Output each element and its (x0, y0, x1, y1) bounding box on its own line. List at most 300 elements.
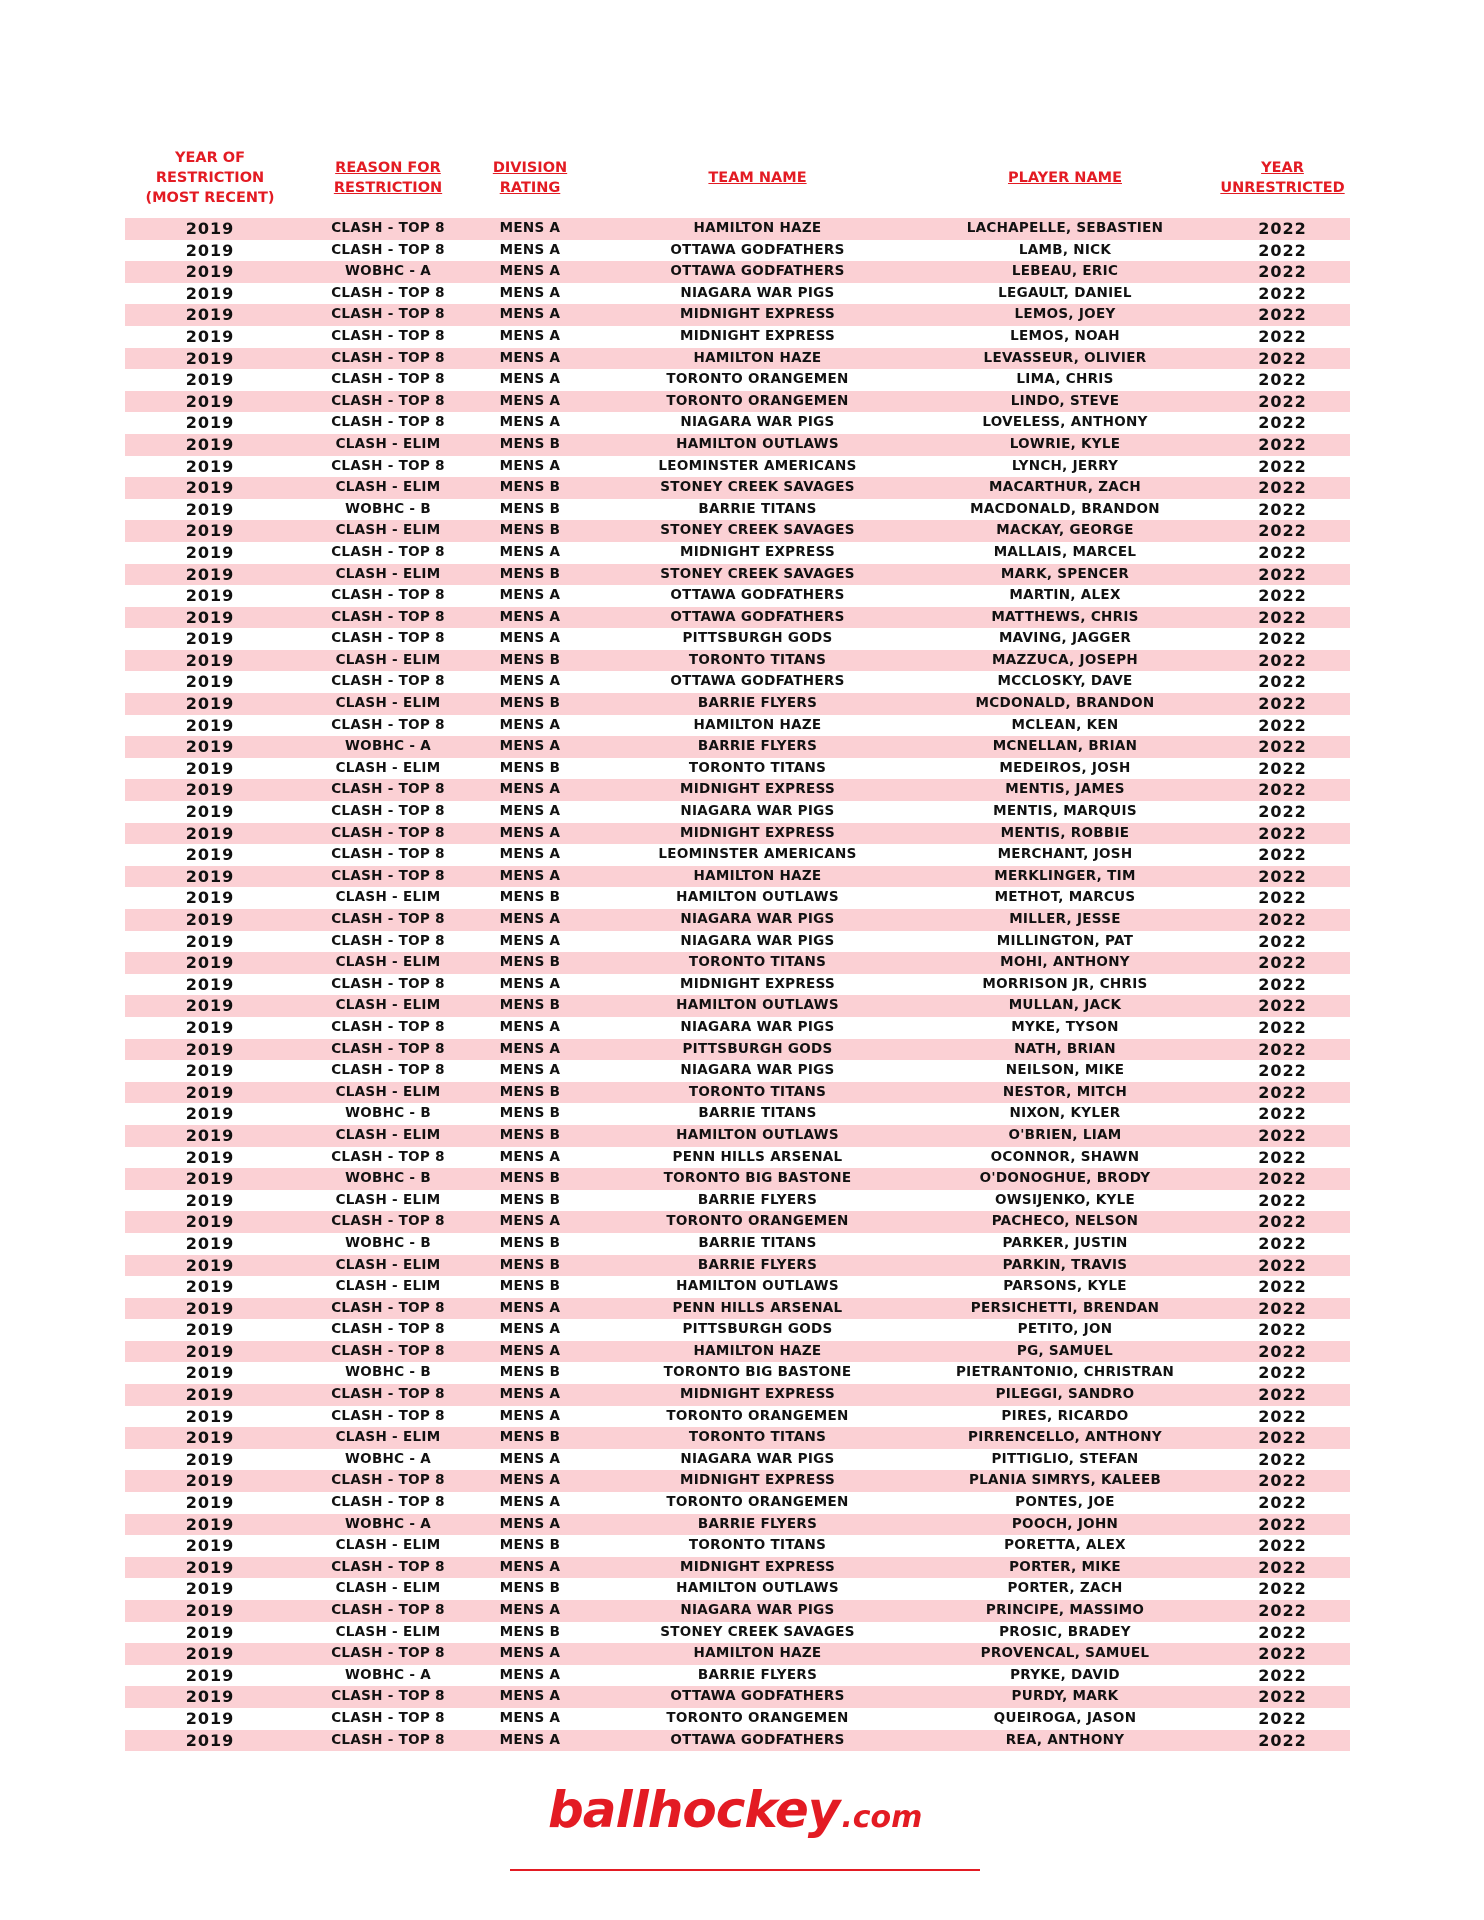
table-row (125, 736, 1350, 758)
cell-division: MENS A (499, 803, 561, 820)
cell-year-unrestricted: 2022 (1258, 1708, 1307, 1728)
table-row (125, 1362, 1350, 1384)
table-row (125, 909, 1350, 931)
cell-player-name: MAVING, JAGGER (998, 630, 1132, 647)
cell-team-name: MIDNIGHT EXPRESS (679, 543, 836, 560)
cell-division: MENS A (499, 867, 561, 884)
table-row (125, 1190, 1350, 1212)
cell-year-unrestricted: 2022 (1258, 1233, 1307, 1253)
header-reason-for-restriction (303, 146, 473, 210)
cell-reason: CLASH - TOP 8 (331, 1558, 445, 1575)
cell-year-unrestricted: 2022 (1258, 1601, 1307, 1620)
cell-team-name: OTTAWA GODFATHERS (670, 263, 845, 280)
cell-year-unrestricted: 2022 (1258, 1320, 1307, 1340)
cell-player-name: NESTOR, MITCH (1002, 1083, 1128, 1100)
cell-division: MENS A (499, 1213, 561, 1230)
cell-year-restricted: 2019 (185, 1557, 235, 1577)
cell-year-unrestricted: 2022 (1258, 1622, 1307, 1642)
cell-team-name: OTTAWA GODFATHERS (670, 1731, 845, 1748)
header-year-unrestricted (1215, 146, 1350, 210)
cell-year-unrestricted: 2022 (1258, 866, 1307, 886)
table-row (125, 1341, 1350, 1363)
cell-year-unrestricted: 2022 (1258, 1536, 1307, 1556)
cell-player-name: NEILSON, MIKE (1005, 1062, 1125, 1079)
cell-division: MENS B (499, 651, 561, 668)
cell-player-name: POOCH, JOHN (1011, 1515, 1119, 1532)
table-row (125, 779, 1350, 801)
table-row (125, 607, 1350, 629)
cell-division: MENS B (499, 522, 561, 539)
cell-year-restricted: 2019 (185, 1406, 235, 1426)
cell-team-name: PENN HILLS ARSENAL (672, 1299, 843, 1316)
cell-division: MENS B (499, 997, 561, 1014)
cell-team-name: TORONTO BIG BASTONE (663, 1170, 852, 1187)
cell-team-name: HAMILTON OUTLAWS (676, 997, 839, 1014)
cell-reason: CLASH - ELIM (335, 1429, 441, 1446)
cell-team-name: MIDNIGHT EXPRESS (679, 824, 836, 841)
cell-team-name: HAMILTON HAZE (693, 1342, 822, 1359)
cell-year-restricted: 2019 (185, 370, 235, 390)
cell-player-name: LEGAULT, DANIEL (998, 284, 1132, 301)
table-header (125, 146, 1350, 210)
table-row (125, 1708, 1350, 1730)
header-line: PLAYER NAME (1007, 170, 1122, 186)
cell-division: MENS B (499, 1623, 561, 1640)
table-row (125, 1730, 1350, 1752)
cell-year-unrestricted: 2022 (1258, 931, 1307, 951)
cell-reason: CLASH - TOP 8 (331, 1407, 445, 1424)
cell-division: MENS B (499, 1083, 561, 1100)
cell-team-name: OTTAWA GODFATHERS (670, 608, 845, 625)
cell-reason: CLASH - ELIM (335, 651, 441, 668)
cell-year-unrestricted: 2022 (1258, 1406, 1307, 1426)
table-row (125, 758, 1350, 780)
cell-year-restricted: 2019 (185, 866, 235, 886)
table-row (125, 564, 1350, 586)
cell-player-name: MALLAIS, MARCEL (993, 543, 1137, 560)
table-row (125, 650, 1350, 672)
cell-reason: CLASH - TOP 8 (331, 716, 445, 733)
cell-reason: CLASH - TOP 8 (331, 284, 445, 301)
cell-reason: CLASH - TOP 8 (331, 392, 445, 409)
cell-year-unrestricted: 2022 (1258, 1385, 1307, 1405)
table-row (125, 866, 1350, 888)
cell-team-name: TORONTO ORANGEMEN (666, 1494, 849, 1511)
cell-year-restricted: 2019 (185, 305, 235, 325)
cell-team-name: TORONTO TITANS (688, 1537, 827, 1554)
table-row (125, 1535, 1350, 1557)
cell-year-unrestricted: 2022 (1258, 240, 1307, 260)
cell-year-restricted: 2019 (185, 1493, 235, 1513)
cell-division: MENS A (499, 1299, 561, 1316)
cell-reason: CLASH - ELIM (335, 1083, 441, 1100)
cell-year-restricted: 2019 (185, 1017, 235, 1037)
cell-division: MENS A (499, 738, 561, 755)
cell-division: MENS B (499, 695, 561, 712)
cell-division: MENS A (499, 284, 561, 301)
cell-division: MENS A (499, 457, 561, 474)
table-row (125, 952, 1350, 974)
cell-division: MENS A (499, 781, 561, 798)
cell-player-name: PILEGGI, SANDRO (995, 1386, 1135, 1403)
cell-year-restricted: 2019 (185, 1104, 235, 1124)
cell-division: MENS A (499, 932, 561, 949)
footer (0, 1778, 1484, 1888)
cell-division: MENS A (499, 327, 561, 344)
cell-year-restricted: 2019 (185, 478, 235, 498)
cell-team-name: TORONTO ORANGEMEN (666, 1213, 849, 1230)
cell-year-restricted: 2019 (185, 607, 235, 627)
cell-reason: CLASH - ELIM (335, 1623, 441, 1640)
cell-team-name: MIDNIGHT EXPRESS (679, 1472, 836, 1489)
table-row (125, 1276, 1350, 1298)
cell-division: MENS A (499, 1472, 561, 1489)
cell-reason: CLASH - TOP 8 (331, 911, 445, 927)
cell-year-restricted: 2019 (185, 1385, 235, 1405)
cell-reason: CLASH - TOP 8 (331, 608, 445, 625)
cell-team-name: MIDNIGHT EXPRESS (679, 1386, 836, 1403)
table-row (125, 1514, 1350, 1536)
cell-team-name: BARRIE FLYERS (697, 1191, 818, 1208)
cell-year-restricted: 2019 (185, 1536, 235, 1556)
cell-player-name: PARSONS, KYLE (1003, 1278, 1127, 1295)
cell-year-restricted: 2019 (185, 499, 235, 519)
cell-player-name: PIETRANTONIO, CHRISTRAN (955, 1364, 1175, 1381)
cell-year-unrestricted: 2022 (1258, 283, 1307, 303)
cell-player-name: PARKER, JUSTIN (1002, 1234, 1128, 1251)
cell-reason: CLASH - TOP 8 (331, 414, 445, 431)
cell-division: MENS A (499, 1342, 561, 1359)
cell-reason: CLASH - TOP 8 (331, 932, 445, 949)
cell-reason: CLASH - TOP 8 (331, 1062, 445, 1079)
cell-year-restricted: 2019 (185, 348, 235, 368)
cell-player-name: MARK, SPENCER (1000, 565, 1130, 582)
cell-player-name: MILLER, JESSE (1009, 911, 1121, 927)
cell-team-name: NIAGARA WAR PIGS (680, 932, 835, 949)
cell-reason: CLASH - TOP 8 (331, 587, 445, 604)
cell-year-restricted: 2019 (185, 240, 235, 260)
cell-player-name: O'DONOGHUE, BRODY (979, 1170, 1151, 1187)
cell-team-name: TORONTO TITANS (688, 1083, 827, 1100)
table-row (125, 1557, 1350, 1579)
cell-division: MENS B (499, 500, 561, 517)
cell-division: MENS B (499, 1537, 561, 1554)
cell-team-name: TORONTO TITANS (688, 651, 827, 668)
cell-player-name: MACDONALD, BRANDON (970, 500, 1160, 517)
header-line: RESTRICTION (155, 170, 265, 186)
table-row (125, 1039, 1350, 1061)
cell-year-unrestricted: 2022 (1258, 845, 1307, 865)
cell-division: MENS B (499, 759, 561, 776)
cell-year-unrestricted: 2022 (1258, 953, 1307, 973)
cell-team-name: NIAGARA WAR PIGS (680, 1018, 835, 1035)
cell-reason: CLASH - TOP 8 (331, 781, 445, 798)
cell-year-unrestricted: 2022 (1258, 974, 1307, 994)
cell-division: MENS B (499, 1105, 561, 1122)
cell-team-name: HAMILTON HAZE (693, 349, 822, 366)
table-row (125, 801, 1350, 823)
cell-year-unrestricted: 2022 (1258, 694, 1307, 714)
cell-team-name: TORONTO ORANGEMEN (666, 1709, 849, 1726)
cell-year-restricted: 2019 (185, 1082, 235, 1102)
cell-year-unrestricted: 2022 (1258, 434, 1307, 454)
table-row (125, 1255, 1350, 1277)
cell-year-restricted: 2019 (185, 758, 235, 778)
cell-player-name: MATTHEWS, CHRIS (991, 608, 1139, 625)
cell-player-name: MACKAY, GEORGE (996, 522, 1134, 539)
cell-year-restricted: 2019 (185, 650, 235, 670)
cell-player-name: LEMOS, JOEY (1014, 306, 1116, 323)
cell-year-restricted: 2019 (185, 1341, 235, 1361)
cell-player-name: PG, SAMUEL (1016, 1342, 1114, 1359)
cell-division: MENS A (499, 263, 561, 280)
cell-year-unrestricted: 2022 (1258, 1255, 1307, 1275)
cell-team-name: BARRIE FLYERS (697, 1256, 818, 1273)
cell-division: MENS B (499, 954, 561, 971)
table-row (125, 369, 1350, 391)
cell-team-name: MIDNIGHT EXPRESS (679, 781, 836, 798)
cell-year-unrestricted: 2022 (1258, 780, 1307, 800)
table-row (125, 671, 1350, 693)
header-line: (MOST RECENT) (145, 190, 275, 206)
cell-division: MENS A (499, 220, 561, 236)
cell-year-restricted: 2019 (185, 1277, 235, 1297)
cell-reason: CLASH - TOP 8 (331, 1472, 445, 1489)
cell-year-unrestricted: 2022 (1258, 413, 1307, 433)
cell-player-name: MARTIN, ALEX (1009, 587, 1121, 604)
cell-division: MENS B (499, 1126, 561, 1143)
table-row (125, 499, 1350, 521)
cell-year-unrestricted: 2022 (1258, 499, 1307, 519)
cell-reason: CLASH - TOP 8 (331, 1602, 445, 1618)
cell-reason: CLASH - ELIM (335, 522, 441, 539)
cell-team-name: HAMILTON OUTLAWS (676, 1580, 839, 1597)
cell-reason: CLASH - ELIM (335, 1278, 441, 1295)
cell-division: MENS A (499, 975, 561, 992)
cell-year-unrestricted: 2022 (1258, 219, 1307, 238)
cell-division: MENS A (499, 1494, 561, 1511)
cell-year-restricted: 2019 (185, 456, 235, 476)
cell-year-restricted: 2019 (185, 1363, 235, 1383)
cell-year-restricted: 2019 (185, 1212, 235, 1232)
cell-year-unrestricted: 2022 (1258, 586, 1307, 606)
cell-reason: CLASH - TOP 8 (331, 1148, 445, 1165)
cell-team-name: PENN HILLS ARSENAL (672, 1148, 843, 1165)
cell-reason: CLASH - TOP 8 (331, 1645, 445, 1662)
cell-player-name: OCONNOR, SHAWN (990, 1148, 1140, 1165)
table-row (125, 1622, 1350, 1644)
header-line: UNRESTRICTED (1220, 180, 1345, 196)
table-row (125, 477, 1350, 499)
cell-year-unrestricted: 2022 (1258, 1169, 1307, 1189)
cell-team-name: OTTAWA GODFATHERS (670, 673, 845, 690)
cell-team-name: NIAGARA WAR PIGS (680, 1062, 835, 1079)
cell-year-unrestricted: 2022 (1258, 1514, 1307, 1534)
table-row (125, 1665, 1350, 1687)
cell-year-unrestricted: 2022 (1258, 1039, 1307, 1059)
cell-player-name: LOWRIE, KYLE (1009, 435, 1121, 452)
cell-year-restricted: 2019 (185, 1601, 235, 1620)
cell-division: MENS A (499, 371, 561, 388)
table-row (125, 1384, 1350, 1406)
cell-reason: CLASH - TOP 8 (331, 1213, 445, 1230)
table-row (125, 585, 1350, 607)
cell-year-restricted: 2019 (185, 521, 235, 541)
cell-player-name: PROSIC, BRADEY (999, 1623, 1131, 1640)
cell-team-name: BARRIE FLYERS (697, 695, 818, 712)
table-row (125, 1211, 1350, 1233)
table-row (125, 1470, 1350, 1492)
cell-year-unrestricted: 2022 (1258, 1341, 1307, 1361)
cell-reason: WOBHC - A (344, 263, 431, 280)
table-row (125, 1492, 1350, 1514)
cell-year-restricted: 2019 (185, 1147, 235, 1167)
cell-year-unrestricted: 2022 (1258, 370, 1307, 390)
cell-year-unrestricted: 2022 (1258, 823, 1307, 843)
cell-division: MENS A (499, 1321, 561, 1338)
table-row (125, 412, 1350, 434)
cell-player-name: PIRRENCELLO, ANTHONY (968, 1429, 1162, 1446)
cell-reason: CLASH - ELIM (335, 1256, 441, 1273)
cell-division: MENS B (499, 1256, 561, 1273)
cell-team-name: HAMILTON HAZE (693, 867, 822, 884)
cell-reason: CLASH - ELIM (335, 479, 441, 496)
ballhockey-logo (548, 1778, 922, 1838)
cell-year-restricted: 2019 (185, 694, 235, 714)
cell-reason: CLASH - ELIM (335, 997, 441, 1014)
table-row (125, 1017, 1350, 1039)
cell-division: MENS A (499, 392, 561, 409)
cell-division: MENS A (499, 1688, 561, 1705)
cell-year-unrestricted: 2022 (1258, 564, 1307, 584)
cell-division: MENS A (499, 1709, 561, 1726)
table-row (125, 520, 1350, 542)
cell-reason: CLASH - TOP 8 (331, 1709, 445, 1726)
cell-team-name: HAMILTON OUTLAWS (676, 1126, 839, 1143)
cell-reason: CLASH - TOP 8 (331, 241, 445, 258)
cell-division: MENS A (499, 1666, 561, 1683)
cell-year-unrestricted: 2022 (1258, 1125, 1307, 1145)
cell-division: MENS A (499, 1040, 561, 1057)
cell-player-name: NIXON, KYLER (1009, 1105, 1121, 1122)
cell-player-name: MCNELLAN, BRIAN (992, 738, 1138, 755)
cell-team-name: NIAGARA WAR PIGS (680, 1602, 835, 1618)
table-row (125, 1298, 1350, 1320)
cell-year-restricted: 2019 (185, 564, 235, 584)
cell-reason: CLASH - TOP 8 (331, 327, 445, 344)
cell-year-restricted: 2019 (185, 413, 235, 433)
cell-division: MENS A (499, 1515, 561, 1532)
cell-player-name: LINDO, STEVE (1010, 392, 1120, 409)
cell-player-name: PONTES, JOE (1015, 1494, 1115, 1511)
cell-year-unrestricted: 2022 (1258, 715, 1307, 735)
cell-player-name: PETITO, JON (1017, 1321, 1113, 1338)
cell-reason: CLASH - TOP 8 (331, 220, 445, 236)
cell-year-restricted: 2019 (185, 586, 235, 606)
cell-reason: CLASH - TOP 8 (331, 1321, 445, 1338)
cell-player-name: O'BRIEN, LIAM (1008, 1126, 1122, 1143)
cell-reason: CLASH - TOP 8 (331, 1731, 445, 1748)
cell-year-unrestricted: 2022 (1258, 1104, 1307, 1124)
cell-division: MENS B (499, 1170, 561, 1187)
cell-team-name: NIAGARA WAR PIGS (680, 911, 835, 927)
cell-year-unrestricted: 2022 (1258, 1428, 1307, 1448)
cell-year-restricted: 2019 (185, 910, 235, 929)
restriction-table (125, 218, 1350, 1751)
cell-year-unrestricted: 2022 (1258, 1212, 1307, 1232)
cell-reason: CLASH - ELIM (335, 954, 441, 971)
cell-division: MENS A (499, 1602, 561, 1618)
cell-player-name: PORTER, ZACH (1007, 1580, 1123, 1597)
cell-year-restricted: 2019 (185, 1428, 235, 1448)
cell-year-unrestricted: 2022 (1258, 1687, 1307, 1707)
cell-year-restricted: 2019 (185, 953, 235, 973)
cell-player-name: MEDEIROS, JOSH (999, 759, 1131, 776)
cell-player-name: PURDY, MARK (1011, 1688, 1119, 1705)
cell-year-restricted: 2019 (185, 1579, 235, 1599)
table-row (125, 1060, 1350, 1082)
cell-year-unrestricted: 2022 (1258, 305, 1307, 325)
cell-year-unrestricted: 2022 (1258, 1017, 1307, 1037)
cell-year-restricted: 2019 (185, 434, 235, 454)
cell-year-restricted: 2019 (185, 823, 235, 843)
table-row (125, 304, 1350, 326)
cell-year-unrestricted: 2022 (1258, 1449, 1307, 1469)
table-row (125, 261, 1350, 283)
cell-team-name: HAMILTON HAZE (693, 1645, 822, 1662)
cell-year-restricted: 2019 (185, 1233, 235, 1253)
cell-division: MENS A (499, 306, 561, 323)
table-row (125, 1578, 1350, 1600)
cell-reason: CLASH - ELIM (335, 695, 441, 712)
cell-reason: CLASH - TOP 8 (331, 846, 445, 863)
cell-year-restricted: 2019 (185, 802, 235, 822)
cell-year-unrestricted: 2022 (1258, 326, 1307, 346)
cell-division: MENS A (499, 1062, 561, 1079)
cell-year-unrestricted: 2022 (1258, 456, 1307, 476)
cell-reason: CLASH - ELIM (335, 889, 441, 906)
table-row (125, 715, 1350, 737)
cell-division: MENS A (499, 673, 561, 690)
cell-player-name: MILLINGTON, PAT (996, 932, 1134, 949)
cell-year-restricted: 2019 (185, 845, 235, 865)
cell-year-restricted: 2019 (185, 1125, 235, 1145)
cell-player-name: LIMA, CHRIS (1016, 371, 1114, 388)
cell-team-name: OTTAWA GODFATHERS (670, 587, 845, 604)
table-row (125, 542, 1350, 564)
cell-year-unrestricted: 2022 (1258, 1147, 1307, 1167)
cell-team-name: STONEY CREEK SAVAGES (660, 1623, 855, 1640)
cell-team-name: HAMILTON HAZE (693, 220, 822, 236)
cell-player-name: LEMOS, NOAH (1010, 327, 1120, 344)
cell-year-restricted: 2019 (185, 888, 235, 908)
cell-reason: WOBHC - B (345, 1170, 431, 1187)
cell-team-name: TORONTO ORANGEMEN (666, 392, 849, 409)
cell-year-unrestricted: 2022 (1258, 262, 1307, 282)
cell-year-restricted: 2019 (185, 262, 235, 282)
cell-year-unrestricted: 2022 (1258, 996, 1307, 1016)
cell-player-name: MAZZUCA, JOSEPH (992, 651, 1138, 668)
cell-team-name: BARRIE FLYERS (697, 738, 818, 755)
cell-year-unrestricted: 2022 (1258, 1363, 1307, 1383)
cell-reason: CLASH - ELIM (335, 1580, 441, 1597)
header-line: RATING (499, 180, 561, 196)
header-team-name (605, 146, 910, 210)
table-row (125, 693, 1350, 715)
cell-division: MENS A (499, 1018, 561, 1035)
cell-division: MENS B (499, 1580, 561, 1597)
cell-team-name: LEOMINSTER AMERICANS (658, 457, 857, 474)
